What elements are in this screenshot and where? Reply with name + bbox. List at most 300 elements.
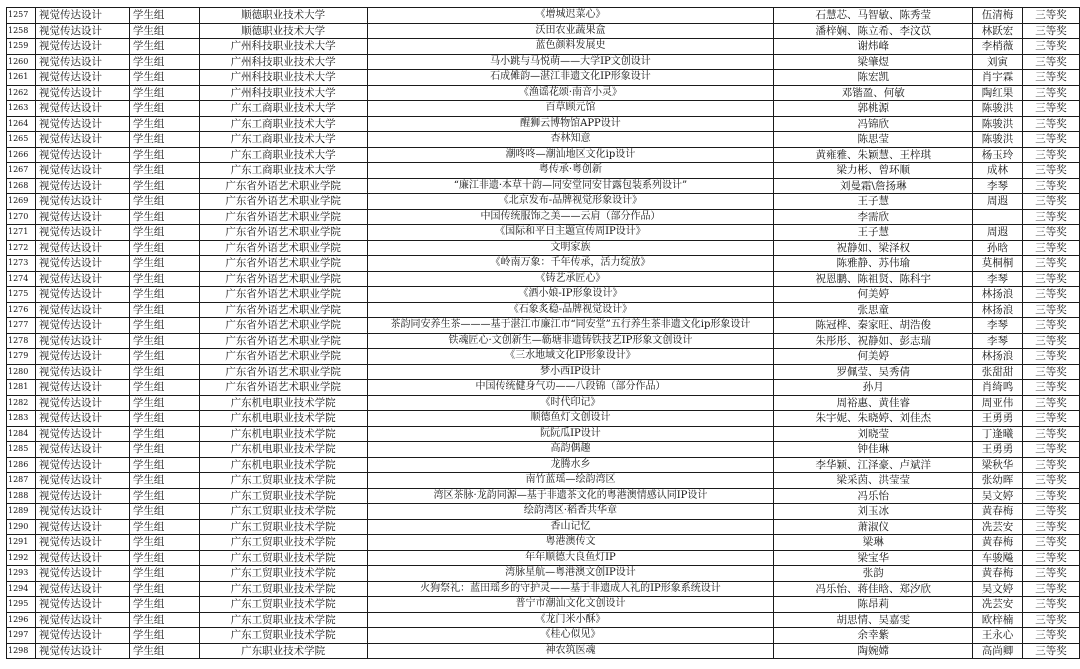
row-number-cell: 1287: [7, 473, 36, 489]
award-cell: 三等奖: [1023, 426, 1080, 442]
table-row: [7, 643, 1080, 659]
work-title-cell: 杏林知意: [367, 132, 774, 148]
advisor-cell: 林扬浪: [973, 287, 1023, 303]
row-number-cell: 1282: [7, 395, 36, 411]
category-cell: 视觉传达设计: [35, 163, 129, 179]
category-cell: 视觉传达设计: [35, 364, 129, 380]
table-row: [7, 488, 1080, 504]
school-cell: 广东省外语艺术职业学院: [199, 194, 367, 210]
group-cell: 学生组: [129, 519, 199, 535]
advisor-cell: 吴文婷: [973, 581, 1023, 597]
row-number-cell: 1259: [7, 39, 36, 55]
row-number-cell: 1295: [7, 597, 36, 613]
table-row: [7, 457, 1080, 473]
authors-cell: 张韵: [774, 566, 973, 582]
award-cell: 三等奖: [1023, 54, 1080, 70]
authors-cell: 张思童: [774, 302, 973, 318]
row-number-cell: 1274: [7, 271, 36, 287]
authors-cell: 梁宝华: [774, 550, 973, 566]
school-cell: 广州科技职业技术大学: [199, 54, 367, 70]
school-cell: 广东省外语艺术职业学院: [199, 364, 367, 380]
row-number-cell: 1260: [7, 54, 36, 70]
work-title-cell: 龙腾水乡: [367, 457, 774, 473]
group-cell: 学生组: [129, 39, 199, 55]
table-row: [7, 116, 1080, 132]
table-row: [7, 8, 1080, 24]
category-cell: 视觉传达设计: [35, 116, 129, 132]
table-row: [7, 380, 1080, 396]
table-row: [7, 70, 1080, 86]
award-cell: 三等奖: [1023, 70, 1080, 86]
work-title-cell: 沃田农业蔬果盒: [367, 23, 774, 39]
school-cell: 广东工贸职业技术学院: [199, 535, 367, 551]
work-title-cell: 《铸艺承匠心》: [367, 271, 774, 287]
authors-cell: 石慧芯、马智敏、陈秀莹: [774, 8, 973, 24]
advisor-cell: 李琴: [973, 318, 1023, 334]
school-cell: 广东机电职业技术学院: [199, 457, 367, 473]
work-title-cell: 神农筑医魂: [367, 643, 774, 659]
group-cell: 学生组: [129, 550, 199, 566]
row-number-cell: 1270: [7, 209, 36, 225]
group-cell: 学生组: [129, 566, 199, 582]
table-row: [7, 581, 1080, 597]
table-row: [7, 256, 1080, 272]
work-title-cell: 铁魂匠心·文创新生—簕塘非遗铸铁技艺IP形象文创设计: [367, 333, 774, 349]
category-cell: 视觉传达设计: [35, 147, 129, 163]
category-cell: 视觉传达设计: [35, 194, 129, 210]
table-row: [7, 566, 1080, 582]
table-row: [7, 178, 1080, 194]
award-cell: 三等奖: [1023, 457, 1080, 473]
work-title-cell: 茶韵同安养生茶———基于湛江市廉江市“同安堂”五行养生茶非遗文化ip形象设计: [367, 318, 774, 334]
school-cell: 广东工贸职业技术学院: [199, 473, 367, 489]
school-cell: 广东工贸职业技术学院: [199, 628, 367, 644]
work-title-cell: 南竹蓝瑶—绘韵湾区: [367, 473, 774, 489]
group-cell: 学生组: [129, 116, 199, 132]
advisor-cell: 欧梓楠: [973, 612, 1023, 628]
group-cell: 学生组: [129, 147, 199, 163]
table-row: [7, 535, 1080, 551]
advisor-cell: 王勇勇: [973, 411, 1023, 427]
row-number-cell: 1258: [7, 23, 36, 39]
table-row: [7, 612, 1080, 628]
row-number-cell: 1292: [7, 550, 36, 566]
table-row: [7, 473, 1080, 489]
row-number-cell: 1297: [7, 628, 36, 644]
award-cell: 三等奖: [1023, 364, 1080, 380]
school-cell: 广东工贸职业技术学院: [199, 612, 367, 628]
advisor-cell: 周亚伟: [973, 395, 1023, 411]
table-body: [7, 8, 1080, 659]
advisor-cell: 王勇勇: [973, 442, 1023, 458]
award-cell: 三等奖: [1023, 116, 1080, 132]
category-cell: 视觉传达设计: [35, 318, 129, 334]
work-title-cell: 湾脉星航—粤港澳文创IP设计: [367, 566, 774, 582]
category-cell: 视觉传达设计: [35, 473, 129, 489]
group-cell: 学生组: [129, 488, 199, 504]
table-row: [7, 504, 1080, 520]
category-cell: 视觉传达设计: [35, 209, 129, 225]
advisor-cell: 梁秋华: [973, 457, 1023, 473]
category-cell: 视觉传达设计: [35, 225, 129, 241]
award-cell: 三等奖: [1023, 442, 1080, 458]
row-number-cell: 1298: [7, 643, 36, 659]
work-title-cell: 文明家族: [367, 240, 774, 256]
authors-cell: 胡思情、吴嘉雯: [774, 612, 973, 628]
school-cell: 广东工贸职业技术学院: [199, 488, 367, 504]
advisor-cell: 陶红果: [973, 85, 1023, 101]
table-row: [7, 349, 1080, 365]
category-cell: 视觉传达设计: [35, 504, 129, 520]
award-cell: 三等奖: [1023, 302, 1080, 318]
award-cell: 三等奖: [1023, 550, 1080, 566]
authors-cell: 周裕惠、黄佳睿: [774, 395, 973, 411]
advisor-cell: 李梢薇: [973, 39, 1023, 55]
authors-cell: 冯乐怡、蒋佳晗、郑汐欣: [774, 581, 973, 597]
authors-cell: 潘梓娴、陈立希、李汶苡: [774, 23, 973, 39]
school-cell: 广东工贸职业技术学院: [199, 581, 367, 597]
category-cell: 视觉传达设计: [35, 240, 129, 256]
advisor-cell: 吴文婷: [973, 488, 1023, 504]
group-cell: 学生组: [129, 628, 199, 644]
advisor-cell: [973, 209, 1023, 225]
group-cell: 学生组: [129, 101, 199, 117]
school-cell: 广东工商职业技术大学: [199, 101, 367, 117]
award-cell: 三等奖: [1023, 287, 1080, 303]
group-cell: 学生组: [129, 380, 199, 396]
advisor-cell: 肖绮鸣: [973, 380, 1023, 396]
advisor-cell: 冼芸安: [973, 519, 1023, 535]
authors-cell: 梁琳: [774, 535, 973, 551]
authors-cell: 冯锦欣: [774, 116, 973, 132]
authors-cell: 陈宏凯: [774, 70, 973, 86]
work-title-cell: 马小跳与马悦萌——大学IP文创设计: [367, 54, 774, 70]
work-title-cell: “廉江非遗·本草十韵—同安堂同安甘露包装系列设计”: [367, 178, 774, 194]
group-cell: 学生组: [129, 240, 199, 256]
school-cell: 广东省外语艺术职业学院: [199, 302, 367, 318]
school-cell: 广州科技职业技术大学: [199, 39, 367, 55]
advisor-cell: 高尚卿: [973, 643, 1023, 659]
advisor-cell: 伍清梅: [973, 8, 1023, 24]
work-title-cell: 绘韵湾区·稻香共华章: [367, 504, 774, 520]
category-cell: 视觉传达设计: [35, 380, 129, 396]
advisor-cell: 陈骏洪: [973, 116, 1023, 132]
award-cell: 三等奖: [1023, 194, 1080, 210]
authors-cell: 刘玉冰: [774, 504, 973, 520]
group-cell: 学生组: [129, 54, 199, 70]
row-number-cell: 1268: [7, 178, 36, 194]
school-cell: 广东省外语艺术职业学院: [199, 240, 367, 256]
work-title-cell: 醒狮云博物馆APP设计: [367, 116, 774, 132]
group-cell: 学生组: [129, 349, 199, 365]
row-number-cell: 1289: [7, 504, 36, 520]
row-number-cell: 1266: [7, 147, 36, 163]
award-cell: 三等奖: [1023, 225, 1080, 241]
school-cell: 广东机电职业技术学院: [199, 442, 367, 458]
category-cell: 视觉传达设计: [35, 395, 129, 411]
table-row: [7, 628, 1080, 644]
school-cell: 广东省外语艺术职业学院: [199, 380, 367, 396]
group-cell: 学生组: [129, 178, 199, 194]
row-number-cell: 1283: [7, 411, 36, 427]
advisor-cell: 李琴: [973, 333, 1023, 349]
work-title-cell: 石成傩韵—湛江非遗文化IP形象设计: [367, 70, 774, 86]
row-number-cell: 1286: [7, 457, 36, 473]
school-cell: 广东省外语艺术职业学院: [199, 178, 367, 194]
table-row: [7, 39, 1080, 55]
award-cell: 三等奖: [1023, 581, 1080, 597]
award-cell: 三等奖: [1023, 643, 1080, 659]
authors-cell: 朱宇妮、朱晓婷、刘佳杰: [774, 411, 973, 427]
advisor-cell: 周遐: [973, 225, 1023, 241]
category-cell: 视觉传达设计: [35, 643, 129, 659]
school-cell: 广东机电职业技术学院: [199, 426, 367, 442]
advisor-cell: 刘寅: [973, 54, 1023, 70]
authors-cell: 冯乐怡: [774, 488, 973, 504]
group-cell: 学生组: [129, 271, 199, 287]
award-cell: 三等奖: [1023, 612, 1080, 628]
award-cell: 三等奖: [1023, 256, 1080, 272]
authors-cell: 黄雍雅、朱颖慧、王梓琪: [774, 147, 973, 163]
advisor-cell: 林跃宏: [973, 23, 1023, 39]
work-title-cell: 百草顾元馆: [367, 101, 774, 117]
table-row: [7, 426, 1080, 442]
row-number-cell: 1269: [7, 194, 36, 210]
category-cell: 视觉传达设计: [35, 132, 129, 148]
work-title-cell: 《石象炙稳-品牌视觉设计》: [367, 302, 774, 318]
category-cell: 视觉传达设计: [35, 612, 129, 628]
authors-cell: 刘曼霜\詹扬琳: [774, 178, 973, 194]
table-row: [7, 54, 1080, 70]
row-number-cell: 1279: [7, 349, 36, 365]
school-cell: 广东省外语艺术职业学院: [199, 318, 367, 334]
category-cell: 视觉传达设计: [35, 566, 129, 582]
table-row: [7, 364, 1080, 380]
school-cell: 广东省外语艺术职业学院: [199, 349, 367, 365]
table-row: [7, 194, 1080, 210]
authors-cell: 余幸紫: [774, 628, 973, 644]
table-row: [7, 225, 1080, 241]
award-cell: 三等奖: [1023, 85, 1080, 101]
table-row: [7, 132, 1080, 148]
work-title-cell: 阮阮瓜IP设计: [367, 426, 774, 442]
work-title-cell: 《北京发布-品牌视觉形象设计》: [367, 194, 774, 210]
authors-cell: 邓锴盈、何敏: [774, 85, 973, 101]
work-title-cell: 《渔谣花颂·南音小灵》: [367, 85, 774, 101]
authors-cell: 郭桃源: [774, 101, 973, 117]
category-cell: 视觉传达设计: [35, 519, 129, 535]
authors-cell: 陈冠桦、秦家旺、胡浩俊: [774, 318, 973, 334]
award-cell: 三等奖: [1023, 380, 1080, 396]
table-row: [7, 395, 1080, 411]
award-cell: 三等奖: [1023, 628, 1080, 644]
group-cell: 学生组: [129, 333, 199, 349]
category-cell: 视觉传达设计: [35, 287, 129, 303]
authors-cell: 谢炜峰: [774, 39, 973, 55]
table-row: [7, 287, 1080, 303]
authors-cell: 刘晓莹: [774, 426, 973, 442]
school-cell: 广东工贸职业技术学院: [199, 504, 367, 520]
group-cell: 学生组: [129, 209, 199, 225]
advisor-cell: 王永心: [973, 628, 1023, 644]
work-title-cell: 火狗祭礼：蓝田瑶乡的守护灵——基于非遗成人礼的IP形象系统设计: [367, 581, 774, 597]
authors-cell: 梁力彬、曾环顺: [774, 163, 973, 179]
table-row: [7, 550, 1080, 566]
school-cell: 广州科技职业技术大学: [199, 85, 367, 101]
advisor-cell: 李琴: [973, 178, 1023, 194]
award-cell: 三等奖: [1023, 8, 1080, 24]
authors-cell: 陈雅静、苏伟瑜: [774, 256, 973, 272]
school-cell: 广东工商职业技术大学: [199, 132, 367, 148]
group-cell: 学生组: [129, 581, 199, 597]
advisor-cell: 冼芸安: [973, 597, 1023, 613]
authors-cell: 祝恩鹏、陈祖贤、陈科宇: [774, 271, 973, 287]
authors-cell: 陈思莹: [774, 132, 973, 148]
group-cell: 学生组: [129, 163, 199, 179]
award-cell: 三等奖: [1023, 101, 1080, 117]
row-number-cell: 1293: [7, 566, 36, 582]
award-cell: 三等奖: [1023, 147, 1080, 163]
row-number-cell: 1277: [7, 318, 36, 334]
authors-cell: 李需欣: [774, 209, 973, 225]
category-cell: 视觉传达设计: [35, 302, 129, 318]
award-cell: 三等奖: [1023, 318, 1080, 334]
school-cell: 顺德职业技术大学: [199, 8, 367, 24]
group-cell: 学生组: [129, 8, 199, 24]
table-row: [7, 302, 1080, 318]
group-cell: 学生组: [129, 612, 199, 628]
advisor-cell: 车骏飚: [973, 550, 1023, 566]
table-row: [7, 163, 1080, 179]
award-cell: 三等奖: [1023, 39, 1080, 55]
group-cell: 学生组: [129, 457, 199, 473]
award-cell: 三等奖: [1023, 163, 1080, 179]
work-title-cell: 湾区茶脉·龙韵同源—基于非遗茶文化的粤港澳情感认同IP设计: [367, 488, 774, 504]
school-cell: 广东工贸职业技术学院: [199, 597, 367, 613]
advisor-cell: 黄春梅: [973, 504, 1023, 520]
category-cell: 视觉传达设计: [35, 488, 129, 504]
row-number-cell: 1288: [7, 488, 36, 504]
group-cell: 学生组: [129, 318, 199, 334]
award-cell: 三等奖: [1023, 132, 1080, 148]
row-number-cell: 1285: [7, 442, 36, 458]
advisor-cell: 孙晗: [973, 240, 1023, 256]
row-number-cell: 1296: [7, 612, 36, 628]
authors-cell: 孙月: [774, 380, 973, 396]
award-cell: 三等奖: [1023, 597, 1080, 613]
work-title-cell: 《时代印记》: [367, 395, 774, 411]
row-number-cell: 1263: [7, 101, 36, 117]
authors-cell: 罗佩莹、吴秀倩: [774, 364, 973, 380]
award-cell: 三等奖: [1023, 504, 1080, 520]
work-title-cell: 《龙门米小酥》: [367, 612, 774, 628]
advisor-cell: 李琴: [973, 271, 1023, 287]
category-cell: 视觉传达设计: [35, 23, 129, 39]
category-cell: 视觉传达设计: [35, 349, 129, 365]
group-cell: 学生组: [129, 504, 199, 520]
award-cell: 三等奖: [1023, 411, 1080, 427]
advisor-cell: 张甜甜: [973, 364, 1023, 380]
authors-cell: 钟佳琳: [774, 442, 973, 458]
authors-cell: 李华颖、江泽豪、卢斌洋: [774, 457, 973, 473]
school-cell: 广州科技职业技术大学: [199, 70, 367, 86]
work-title-cell: 潮咚咚—潮汕地区文化ip设计: [367, 147, 774, 163]
category-cell: 视觉传达设计: [35, 333, 129, 349]
row-number-cell: 1265: [7, 132, 36, 148]
award-cell: 三等奖: [1023, 271, 1080, 287]
school-cell: 广东省外语艺术职业学院: [199, 333, 367, 349]
award-cell: 三等奖: [1023, 566, 1080, 582]
work-title-cell: 香山记忆: [367, 519, 774, 535]
table-row: [7, 101, 1080, 117]
school-cell: 广东省外语艺术职业学院: [199, 225, 367, 241]
authors-cell: 萧淑仪: [774, 519, 973, 535]
award-cell: 三等奖: [1023, 488, 1080, 504]
category-cell: 视觉传达设计: [35, 442, 129, 458]
category-cell: 视觉传达设计: [35, 39, 129, 55]
group-cell: 学生组: [129, 302, 199, 318]
row-number-cell: 1278: [7, 333, 36, 349]
table-row: [7, 318, 1080, 334]
work-title-cell: 梦小西IP设计: [367, 364, 774, 380]
school-cell: 广东机电职业技术学院: [199, 395, 367, 411]
school-cell: 广东省外语艺术职业学院: [199, 271, 367, 287]
row-number-cell: 1262: [7, 85, 36, 101]
award-cell: 三等奖: [1023, 349, 1080, 365]
row-number-cell: 1290: [7, 519, 36, 535]
category-cell: 视觉传达设计: [35, 271, 129, 287]
category-cell: 视觉传达设计: [35, 101, 129, 117]
school-cell: 广东省外语艺术职业学院: [199, 287, 367, 303]
row-number-cell: 1276: [7, 302, 36, 318]
award-cell: 三等奖: [1023, 178, 1080, 194]
work-title-cell: 《岭南万象：千年传承，活力绽放》: [367, 256, 774, 272]
category-cell: 视觉传达设计: [35, 457, 129, 473]
award-cell: 三等奖: [1023, 333, 1080, 349]
row-number-cell: 1264: [7, 116, 36, 132]
row-number-cell: 1280: [7, 364, 36, 380]
row-number-cell: 1261: [7, 70, 36, 86]
authors-cell: 祝静如、梁泽权: [774, 240, 973, 256]
authors-cell: 王子慧: [774, 225, 973, 241]
table-row: [7, 442, 1080, 458]
work-title-cell: 中国传统服饰之美——云肩（部分作品）: [367, 209, 774, 225]
group-cell: 学生组: [129, 194, 199, 210]
authors-cell: 陶婉嫦: [774, 643, 973, 659]
row-number-cell: 1275: [7, 287, 36, 303]
group-cell: 学生组: [129, 364, 199, 380]
advisor-cell: 林扬浪: [973, 302, 1023, 318]
table-row: [7, 85, 1080, 101]
authors-cell: 梁采茵、洪莹莹: [774, 473, 973, 489]
category-cell: 视觉传达设计: [35, 411, 129, 427]
group-cell: 学生组: [129, 225, 199, 241]
authors-cell: 陈昂莉: [774, 597, 973, 613]
school-cell: 广东工商职业技术大学: [199, 163, 367, 179]
category-cell: 视觉传达设计: [35, 550, 129, 566]
advisor-cell: 黄春梅: [973, 535, 1023, 551]
award-cell: 三等奖: [1023, 23, 1080, 39]
table-row: [7, 147, 1080, 163]
category-cell: 视觉传达设计: [35, 597, 129, 613]
group-cell: 学生组: [129, 395, 199, 411]
row-number-cell: 1291: [7, 535, 36, 551]
work-title-cell: 《酒小娘-IP形象设计》: [367, 287, 774, 303]
work-title-cell: 顺德鱼灯文创设计: [367, 411, 774, 427]
authors-cell: 朱彤彤、祝静如、彭志瑞: [774, 333, 973, 349]
category-cell: 视觉传达设计: [35, 178, 129, 194]
category-cell: 视觉传达设计: [35, 426, 129, 442]
